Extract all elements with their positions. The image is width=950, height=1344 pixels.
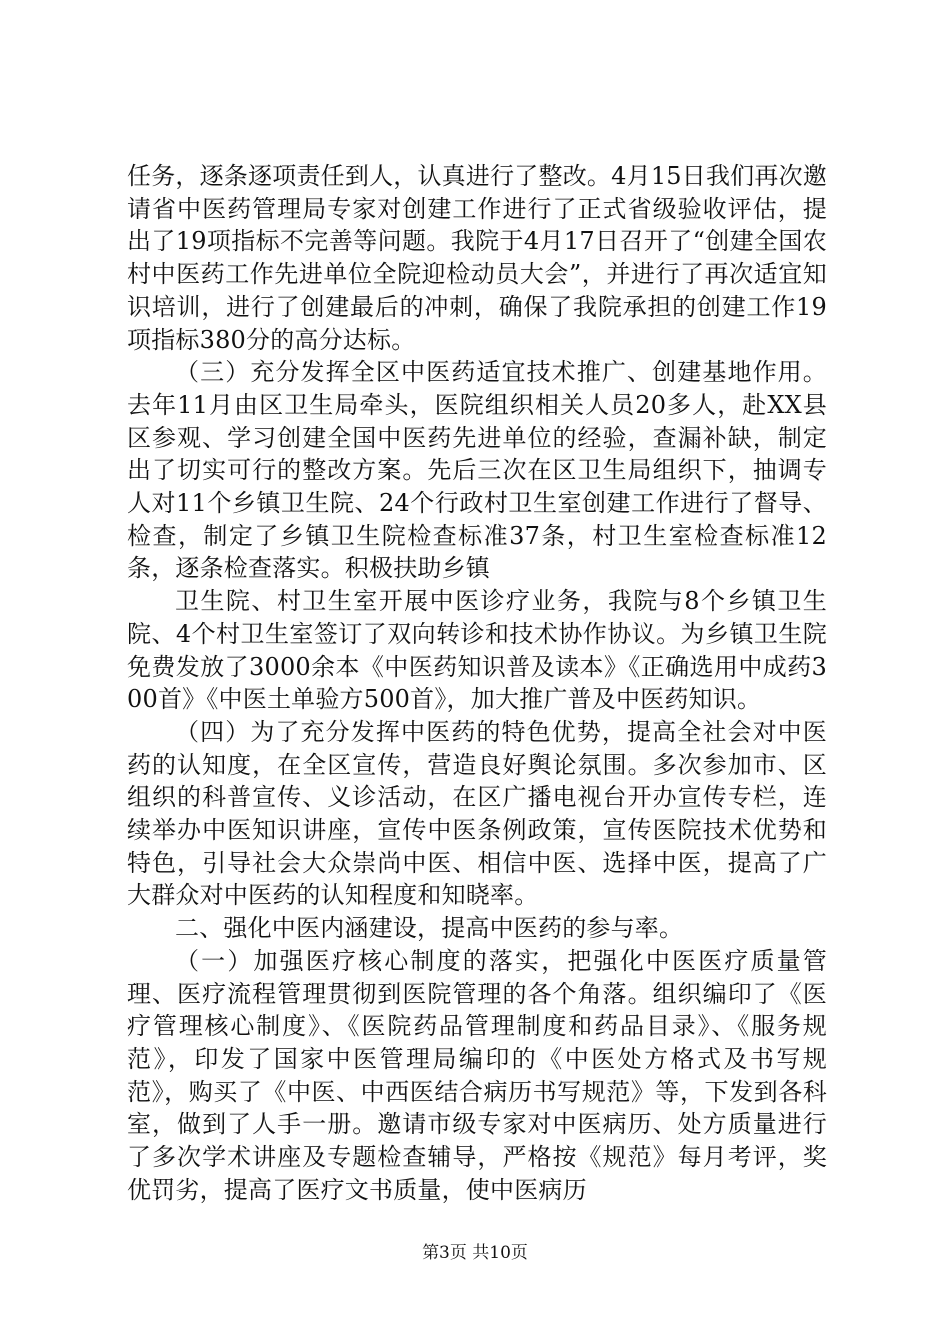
section-heading: 二、强化中医内涵建设，提高中医药的参与率。 bbox=[175, 914, 684, 943]
document-body bbox=[127, 160, 827, 1207]
paragraph-5: （一）加强医疗核心制度的落实，把强化中医医疗质量管理、医疗流程管理贯彻到医院管理的各个角落。组织编印了《医疗管理核心制度》、《医院药品管理制度和药品目录》、《服务规范》，印发了国家中医管理局编印的《中医处方格式及书写规范》，购买了《中医、中西医结合病历书写规范》等，下发到各科室，做到了人手一册。邀请市级专家对中医病历、处方质量进行了多次学术讲座及专题检查辅导，严格按《规范》每月考评，奖优罚劣，提高了医疗文书质量，使中医病历 bbox=[127, 946, 827, 1204]
paragraph-1: 任务，逐条逐项责任到人，认真进行了整改。4月15日我们再次邀请省中医药管理局专家对创建工作进行了正式省级验收评估，提出了19项指标不完善等问题。我院于4月17日召开了“创建全国农村中医药工作先进单位全院迎检动员大会”，并进行了再次适宜知识培训，进行了创建最后的冲刺，确保了我院承担的创建工作19项指标380分的高分达标。 bbox=[127, 162, 827, 354]
paragraph-2: （三）充分发挥全区中医药适宜技术推广、创建基地作用。去年11月由区卫生局牵头，医院组织相关人员20多人，赴XX县区参观、学习创建全国中医药先进单位的经验，查漏补缺，制定出了切实可行的整改方案。先后三次在区卫生局组织下，抽调专人对11个乡镇卫生院、24个行政村卫生室创建工作进行了督导、检查，制定了乡镇卫生院检查标准37条，村卫生室检查标准12条，逐条检查落实。积极扶助乡镇 bbox=[127, 358, 827, 583]
page-number-footer: 第3页 共10页 bbox=[422, 1243, 528, 1263]
paragraph-3: 卫生院、村卫生室开展中医诊疗业务，我院与8个乡镇卫生院、4个村卫生室签订了双向转诊和技术协作协议。为乡镇卫生院免费发放了3000余本《中医药知识普及读本》《正确选用中成药300首》《中医土单验方500首》，加大推广普及中医药知识。 bbox=[127, 587, 827, 714]
paragraph-4: （四）为了充分发挥中医药的特色优势，提高全社会对中医药的认知度，在全区宣传，营造良好舆论氛围。多次参加市、区组织的科普宣传、义诊活动，在区广播电视台开办宣传专栏，连续举办中医知识讲座，宣传中医条例政策，宣传医院技术优势和特色，引导社会大众崇尚中医、相信中医、选择中医，提高了广大群众对中医药的认知程度和知晓率。 bbox=[127, 717, 827, 910]
